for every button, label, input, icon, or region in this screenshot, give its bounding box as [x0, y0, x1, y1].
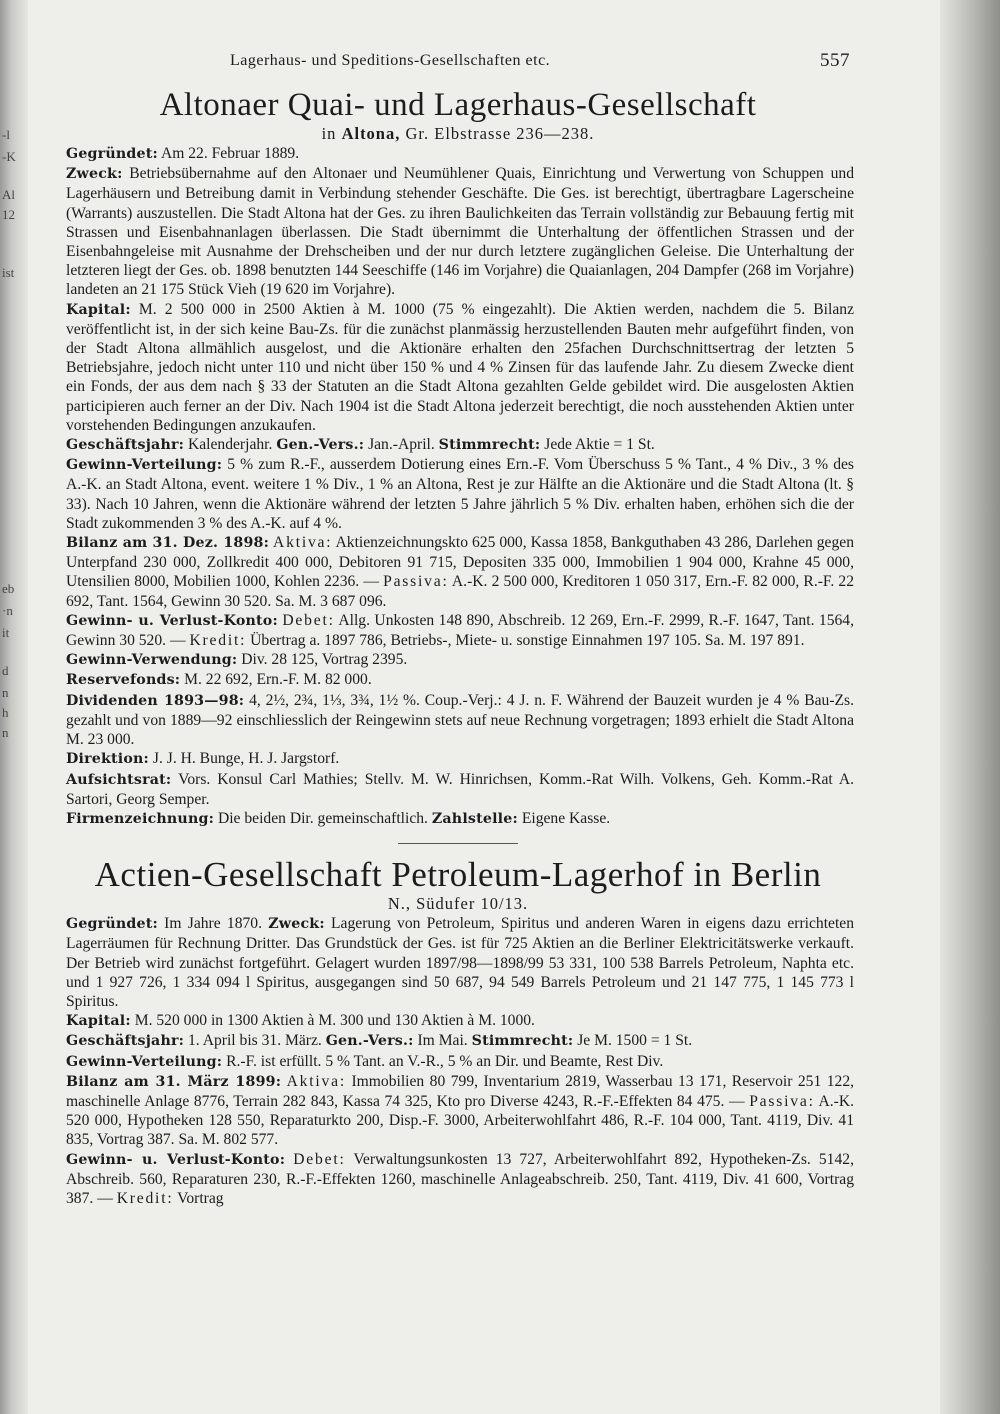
label-dividenden: Dividenden 1893—98: — [66, 692, 245, 709]
label-zweck: Zweck: — [66, 166, 123, 183]
gutter-fragment: n — [2, 725, 9, 740]
text-passiva: A.-K. 520 000, Hypotheken 128 550, Reparaturkto 200, Disp.-F. 3000, Arbeiterwohlfahrt 486, R.-F. 104 000, Tant. 4119, Div. 41 835, Vortrag 387. Sa. M. 802 577. — [66, 1092, 854, 1149]
text-gewinnverteilung: R.-F. ist erfüllt. 5 % Tant. an V.-R., 5 % an Dir. und Beamte, Rest Div. — [226, 1052, 664, 1070]
label-kapital: Kapital: — [66, 1013, 131, 1030]
label-aufsichtsrat: Aufsichtsrat: — [66, 771, 172, 788]
section-kapital — [62, 1011, 854, 1031]
text-gewinnverteilung: 5 % zum R.-F., ausserdem Dotierung eines Ern.-F. Vom Überschuss 5 % Tant., 4 % Div., 3 % des A.-K. an Stadt Altona, event. weitere 1 % Div., 1 % an Altona, Rest je zur Hälfte an die Aktionäre und die Stadt Altona (lt. § 33). Nach 10 Jahren, wenn die Aktionäre während der letzten 5 Jahre jährlich 5 % Div. erhalten haben, erhöhen sich die der Stadt zukommenden 3 % des A.-K. auf 4 %. — [66, 456, 854, 532]
company-title: Actien-Gesellschaft Petroleum-Lagerhof in Berlin — [94, 855, 822, 895]
word-aktiva: Aktiva: — [273, 534, 333, 552]
gutter-fragment: d — [2, 663, 9, 678]
word-debet: Debet: — [293, 1150, 346, 1168]
section-gewinnverwendung — [62, 650, 854, 670]
running-head — [62, 46, 854, 76]
label-firmenzeichnung: Firmenzeichnung: — [66, 810, 215, 827]
section-zweck — [62, 164, 854, 299]
text-kredit: Vortrag — [177, 1189, 224, 1207]
gutter-fragment: eb — [2, 581, 15, 596]
text-passiva: A.-K. 2 500 000, Kreditoren 1 050 317, Ern.-F. 82 000, R.-F. 22 692, Tant. 1564, Gewinn 30 520. Sa. M. 3 687 096. — [66, 573, 854, 610]
text-aufsichtsrat: Vors. Konsul Carl Mathies; Stellv. M. W. Hinrichsen, Komm.-Rat Wilh. Volkens, Geh. Komm.-Rat A. Sartori, Georg Semper. — [66, 770, 854, 808]
label-gewinnverwendung: Gewinn-Verwendung: — [66, 652, 238, 669]
gutter-fragment: -K — [2, 149, 16, 164]
text-genvers: Im Mai. — [417, 1032, 468, 1050]
section-geschaeftsjahr — [62, 1031, 854, 1051]
company-entry-petroleum-lagerhof — [62, 856, 854, 1208]
section-firmenzeichnung — [62, 809, 854, 829]
text-kredit: Übertrag a. 1897 786, Betriebs-, Miete- u. sonstige Einnahmen 197 105. Sa. M. 197 891. — [250, 632, 805, 650]
section-dividenden — [62, 691, 854, 750]
section-divider — [398, 843, 518, 844]
word-kredit: Kredit: — [189, 632, 247, 650]
text-dividenden: 4, 2½, 2¾, 1⅓, 3¾, 1½ %. Coup.-Verj.: 4 J. n. F. Während der Bauzeit wurden je 4 % Bau-Zs. gezahlt und von 1889—92 einschliesslich der Reingewinn stets auf neue Rechnung vorgetragen; 1893 erhielt die Stadt Altona M. 23 000. — [66, 691, 855, 749]
label-kapital: Kapital: — [66, 301, 131, 318]
text-gewinnverwendung: Div. 28 125, Vortrag 2395. — [241, 651, 408, 669]
label-stimmrecht: Stimmrecht: — [438, 437, 541, 454]
word-aktiva: Aktiva: — [286, 1072, 346, 1090]
label-genvers: Gen.-Vers.: — [276, 437, 365, 454]
text-zweck: Betriebsübernahme auf den Altonaer und Neumühlener Quais, Einrichtung und Verwertung von Schuppen und Lagerhäusern und Betreibung damit in Verbindung stehender Geschäfte. Die Ges. ist berechtigt, übertragbare Lagerscheine (Warrants) auszustellen. Die Stadt Altona hat der Ges. zu ihren Baulichkeiten das Terrain vollständig zur Bebauung fertig mit Strassen und Eisenbahnanlagen überlassen. Die Stadt übernimmt die Unterhaltung der öffentlichen Strassen und der Eisenbahngeleise mit Ausnahme der Drehscheiben und der nur durch letztere zugänglichen Geleise. Die Unterhaltung der letzteren liegt der Ges. ob. 1898 benutzten 144 Seeschiffe (146 im Vorjahre) die Quaianlagen, 204 Dampfer (268 im Vorjahre) landeten an 21 175 Stück Vieh (19 620 im Vorjahre). — [66, 165, 854, 299]
text-gegruendet: Im Jahre 1870. — [164, 915, 262, 933]
section-aufsichtsrat — [62, 770, 854, 809]
text-reservefonds: M. 22 692, Ern.-F. M. 82 000. — [184, 671, 372, 689]
text-zahlstelle: Eigene Kasse. — [521, 809, 611, 827]
running-head-title: Lagerhaus- und Speditions-Gesellschaften etc. — [230, 52, 551, 69]
label-genvers: Gen.-Vers.: — [325, 1033, 414, 1050]
section-bilanz — [62, 1072, 854, 1150]
label-geschaeftsjahr: Geschäftsjahr: — [66, 1033, 185, 1050]
text-debet: Allg. Unkosten 148 890, Abschreib. 12 269, Ern.-F. 2999, R.-F. 1647, Tant. 1564, Gewinn 30 520. — — [66, 611, 855, 650]
section-gegruendet — [62, 914, 854, 1011]
label-gegruendet: Gegründet: — [66, 916, 158, 933]
text-genvers: Jan.-April. — [368, 436, 435, 454]
label-geschaeftsjahr: Geschäftsjahr: — [66, 437, 185, 454]
section-guv — [62, 1150, 854, 1209]
text-kapital: M. 520 000 in 1300 Aktien à M. 300 und 130 Aktien à M. 1000. — [134, 1012, 535, 1030]
company-title: Altonaer Quai- und Lagerhaus-Gesellschaft — [159, 87, 757, 123]
label-gewinnverteilung: Gewinn-Verteilung: — [66, 457, 223, 474]
address-street: Gr. Elbstrasse 236—238. — [405, 124, 595, 143]
text-geschaeftsjahr: Kalenderjahr. — [187, 436, 273, 454]
word-passiva: Passiva: — [749, 1092, 815, 1110]
label-zweck: Zweck: — [268, 916, 325, 933]
text-kapital: M. 2 500 000 in 2500 Aktien à M. 1000 (75 % eingezahlt). Die Aktien werden, nachdem die 5. Bilanz veröffentlicht ist, in der sich keine Bau-Zs. für die zunächst planmässig herzustellenden Bauten mehr aufgeführt finden, von der Stadt Altona allmählich ausgelost, und die Aktionäre erhalten den 25fachen Durchschnittsertrag der letzten 5 Betriebsjahre, jedoch nicht unter 110 und nicht über 150 % und 4 % Zinsen für das laufende Jahr. Zu diesem Zwecke dient ein Fonds, der aus dem nach § 33 der Statuten an die Stadt Altona gezahlten Gelde gebildet wird. Die ausgelosten Aktien participieren auch ferner an der Div. Nach 1904 ist die Stadt Altona jederzeit berechtigt, die noch ausstehenden Aktien unter vorstehenden Bedingungen anzukaufen. — [66, 300, 854, 434]
section-bilanz — [62, 533, 854, 611]
section-gewinnverteilung — [62, 1052, 854, 1072]
gutter-fragment: Al — [2, 187, 15, 202]
text-stimmrecht: Je M. 1500 = 1 St. — [577, 1032, 693, 1050]
address-prefix: in — [321, 124, 337, 143]
gutter-fragment: ist — [2, 265, 15, 280]
text-zweck: Lagerung von Petroleum, Spiritus und anderen Waren in eigens dazu errichteten Lagerräumen für Rechnung Dritter. Das Grundstück der Ges. ist für 725 Aktien an die Berliner Elektricitätswerke verkauft. Der Betrieb wird zunächst fortgeführt. Gelagert wurden 1897/98—1898/99 53 331, 100 538 Barrels Petroleum, Naphta etc. und 1 927 726, 1 334 094 l Spiritus, ausgegangen sind 50 687, 94 549 Barrels Petroleum und 21 147 775, 1 145 773 l Spiritus. — [66, 915, 855, 1010]
gutter-fragment: -l — [2, 127, 10, 142]
label-zahlstelle: Zahlstelle: — [431, 810, 518, 827]
section-reservefonds — [62, 670, 854, 690]
scan-right-edge — [940, 0, 1000, 1414]
label-gewinnverteilung: Gewinn-Verteilung: — [66, 1053, 223, 1070]
text-direktion: J. J. H. Bunge, H. J. Jargstorf. — [152, 750, 340, 768]
label-stimmrecht: Stimmrecht: — [471, 1033, 574, 1050]
gutter-fragment: h — [2, 705, 9, 720]
text-debet: Verwaltungsunkosten 13 727, Arbeiterwohlfahrt 892, Hypotheken-Zs. 5142, Abschreib. 560, Reparaturen 230, R.-F.-Effekten 1260, maschinelle Anlageabschreib. 250, Tant. 4119, Div. 41 600, Vortrag 387. — — [66, 1150, 854, 1207]
label-guv: Gewinn- u. Verlust-Konto: — [66, 1151, 286, 1168]
company-entry-altona — [62, 86, 854, 829]
gutter-fragment: it — [2, 625, 10, 640]
label-gegruendet: Gegründet: — [66, 146, 158, 162]
text-aktiva: Aktienzeichnungskto 625 000, Kassa 1858, Bankguthaben 43 286, Darlehen gegen Unterpfand 230 000, Zollkredit 400 000, Debitoren 91 715, Depositen 335 000, Immobilien 1 904 000, Krahne 45 000, Utensilien 8000, Mobilien 1000, Kohlen 2236. — — [66, 534, 854, 591]
label-guv: Gewinn- u. Verlust-Konto: — [66, 612, 278, 629]
label-bilanz: Bilanz am 31. Dez. 1898: — [66, 535, 270, 552]
text-firmenzeichnung: Die beiden Dir. gemeinschaftlich. — [217, 809, 428, 827]
page-number: 557 — [820, 50, 850, 71]
document-page — [62, 46, 854, 1208]
gutter-fragment: ·n — [2, 603, 13, 618]
company-address: N., Südufer 10/13. — [387, 894, 529, 914]
text-stimmrecht: Jede Aktie = 1 St. — [544, 436, 655, 454]
label-bilanz: Bilanz am 31. März 1899: — [66, 1073, 282, 1090]
section-geschaeftsjahr — [62, 435, 854, 455]
word-debet: Debet: — [282, 611, 335, 629]
word-kredit: Kredit: — [116, 1189, 174, 1207]
section-kapital — [62, 300, 854, 435]
section-gegruendet — [62, 144, 854, 164]
label-reservefonds: Reservefonds: — [66, 672, 181, 689]
text-gegruendet: Am 22. Februar 1889. — [160, 145, 300, 162]
gutter-fragment: n — [2, 685, 9, 700]
text-aktiva: Immobilien 80 799, Inventarium 2819, Wasserbau 13 171, Reservoir 251 122, maschinelle Anlage 8776, Terrain 282 843, Kassa 74 325, Kto pro Diverse 4243, R.-F.-Effekten 84 475. — — [66, 1072, 855, 1110]
section-guv — [62, 611, 854, 650]
company-address — [62, 124, 854, 144]
section-direktion — [62, 749, 854, 769]
text-geschaeftsjahr: 1. April bis 31. März. — [187, 1032, 322, 1050]
label-direktion: Direktion: — [66, 751, 149, 768]
word-passiva: Passiva: — [383, 573, 449, 591]
gutter-fragment: 12 — [2, 207, 15, 222]
address-city: Altona, — [341, 124, 401, 143]
section-gewinnverteilung — [62, 455, 854, 533]
